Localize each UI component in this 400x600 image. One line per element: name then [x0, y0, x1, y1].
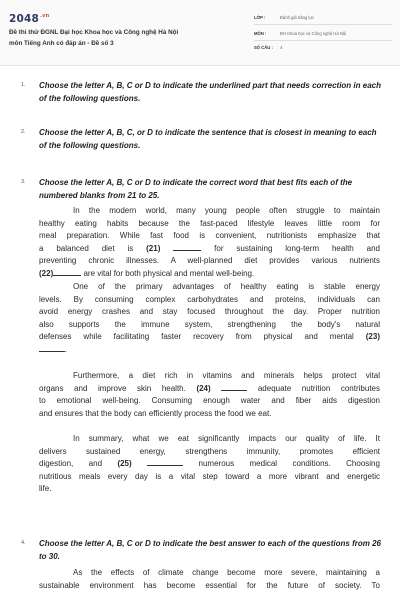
blank-25 [147, 458, 183, 466]
exam-title-line-2: môn Tiếng Anh có đáp án - Đề số 3 [9, 40, 114, 47]
blank-22 [53, 268, 81, 276]
question-1-instruction: Choose the letter A, B, C or D to indicate the underlined part that needs correction in each of the following questions. [39, 81, 381, 103]
exam-title-line-1: Đề thi thử ĐGNL Đại học Khoa học và Công nghệ Hà Nội [9, 29, 179, 36]
question-number: 2. [21, 129, 26, 135]
question-2-instruction: Choose the letter A, B, C, or D to indicate the sentence that is closest in meaning to each of the following questions. [39, 128, 377, 150]
question-4-instruction: Choose the letter A, B, C or D to indicate the best answer to each of the questions from 26 to 30. [39, 539, 381, 561]
blank-23-label: (23) [365, 332, 380, 342]
meta-divider [254, 40, 392, 41]
blank-24-label: (24) [196, 383, 211, 393]
blank-21-label: (21) [146, 243, 161, 253]
meta-divider [254, 24, 392, 25]
blank-21 [173, 243, 201, 251]
passage-3-paragraph-4: In summary, what we eat significantly impacts our quality of life. It delivers sustained energy, strengthens immunity, promotes efficient digestion, and (25) numerous medical conditions. Choosing nutritious meals every day is a vital step toward a more vibrant and energetic life. [39, 434, 380, 494]
meta-question-count: SỐ CÂU : 4 [254, 45, 283, 50]
meta-class: LỚP : Đánh giá năng lực [254, 15, 315, 20]
blank-25-label: (25) [117, 459, 132, 469]
question-number: 3. [21, 179, 26, 185]
question-number: 1. [21, 82, 26, 88]
passage-3-paragraph-3: Furthermore, a diet rich in vitamins and minerals helps protect vital organs and improve skin health. (24) adequate nutrition contributes to emotional well-being. Consuming enough water and fiber aids digestion and ensures that the body can efficiently process the food we eat. [39, 371, 380, 418]
document-header [0, 0, 400, 66]
blank-24 [221, 383, 247, 391]
blank-22-label: (22) [39, 268, 54, 278]
passage-3-paragraph-2: One of the primary advantages of healthy eating is stable energy levels. By consuming complex carbohydrates and proteins, individuals can avoid energy crashes and stay focused throughout the day. Proper nutrition also supports the immune system, strengthening the body's natural defenses while facilitating faster recovery from physical and mental (23) . [39, 282, 380, 354]
blank-23 [39, 344, 65, 352]
passage-4-paragraph-1: As the effects of climate change become more severe, maintaining a sustainable environment has become essential for the future of society. To [39, 568, 380, 590]
question-3-instruction: Choose the letter A, B, C or D to indicate the correct word that best fits each of the numbered blanks from 21 to 25. [39, 178, 353, 200]
passage-3-paragraph-1: In the modern world, many young people often struggle to maintain healthy eating habits because the fast-paced lifestyle leaves little room for meal preparation. While fast food is convenient, nutritionists emphasize that a balanced diet is (21) for sustaining long-term health and preventing chronic illnesses. A well-planned diet provides various nutrients (22) are vital for both physical and mental well-being. [39, 206, 380, 278]
meta-subject: MÔN : ĐH Khoa học và Công nghệ Hà Nội [254, 31, 347, 36]
question-number: 4. [21, 540, 26, 546]
site-logo[interactable]: $2048^{.vn}$ [9, 13, 50, 25]
